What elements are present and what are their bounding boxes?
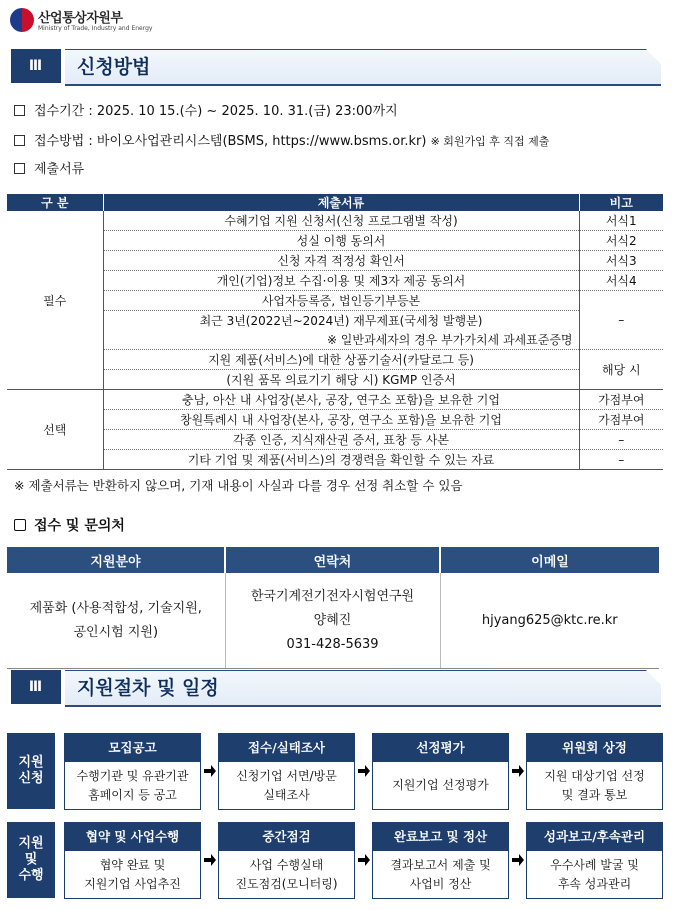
table-row bbox=[7, 410, 663, 430]
header-category: 구 분 bbox=[7, 194, 103, 211]
flow-step-body bbox=[373, 851, 508, 898]
header-docs: 제출서류 bbox=[103, 194, 579, 211]
flow-label-line: 신청 bbox=[18, 771, 44, 786]
doc-cell: 신청 자격 적정성 확인서 bbox=[103, 251, 579, 271]
flow-step bbox=[218, 733, 355, 810]
arrow-right-icon bbox=[511, 764, 525, 778]
flow-step-body bbox=[65, 851, 200, 898]
taegeuk-icon bbox=[10, 8, 34, 32]
doc-cell: 각종 인증, 지식재산권 증서, 표창 등 사본 bbox=[103, 430, 579, 450]
section-title: 지원절차 및 일정 bbox=[77, 677, 219, 699]
checkbox-square-icon bbox=[14, 163, 25, 174]
flow-step-line: 후속 성과관리 bbox=[557, 876, 632, 891]
contact-person: 양혜진 bbox=[313, 612, 352, 628]
flow-step-title: 완료보고 및 정산 bbox=[373, 823, 508, 851]
flow-step-line: 우수사례 발굴 및 bbox=[550, 857, 639, 872]
flow-step bbox=[372, 822, 509, 899]
method-label: 접수방법 bbox=[34, 134, 85, 149]
table-row bbox=[7, 430, 663, 450]
arrow-right-icon bbox=[511, 853, 525, 867]
table-row bbox=[7, 311, 663, 331]
flow-step-line: 진도점검(모니터링) bbox=[235, 876, 338, 891]
flow-step-title: 모집공고 bbox=[65, 734, 200, 762]
remark-cell: 서식4 bbox=[579, 271, 663, 291]
checkbox-square-icon bbox=[14, 105, 25, 116]
header-field: 지원분야 bbox=[7, 547, 225, 573]
flow-step-line: 신청기업 서면/방문 bbox=[236, 768, 337, 783]
flow-step-line: 홈페이지 등 공고 bbox=[88, 787, 177, 802]
support-field bbox=[7, 573, 225, 669]
arrow-right-icon bbox=[203, 853, 217, 867]
table-row bbox=[7, 271, 663, 291]
section-heading-procedure bbox=[7, 667, 661, 709]
doc-cell: 사업자등록증, 법인등기부등본 bbox=[103, 291, 579, 311]
checkbox-square-icon bbox=[14, 135, 25, 146]
flow-label-line: 수행 bbox=[18, 868, 44, 883]
flow-step-title: 협약 및 사업수행 bbox=[65, 823, 200, 851]
table-row bbox=[7, 330, 663, 350]
table-row bbox=[7, 370, 663, 390]
flow-row2-label bbox=[7, 822, 55, 898]
remark-cell: – bbox=[579, 291, 663, 350]
remark-cell: – bbox=[579, 430, 663, 450]
support-field-line: 공인시험 지원) bbox=[73, 624, 159, 640]
table-row bbox=[7, 390, 663, 410]
doc-cell: 창원특례시 내 사업장(본사, 공장, 연구소 포함)을 보유한 기업 bbox=[103, 410, 579, 430]
remark-cell: 가점부여 bbox=[579, 390, 663, 410]
flow-label-line: 지원 bbox=[18, 755, 44, 770]
doc-cell: 지원 제품(서비스)에 대한 상품기술서(카달로그 등) bbox=[103, 350, 579, 370]
flow-step bbox=[526, 733, 663, 810]
flow-step-line: 지원기업 선정평가 bbox=[392, 778, 489, 792]
doc-cell: (지원 품목 의료기기 해당 시) KGMP 인증서 bbox=[103, 370, 579, 390]
flow-step bbox=[218, 822, 355, 899]
table-row bbox=[7, 573, 659, 669]
flow-step-title: 성과보고/후속관리 bbox=[527, 823, 662, 851]
flow-step-line: 협약 완료 및 bbox=[99, 857, 166, 872]
remark-cell: 서식3 bbox=[579, 251, 663, 271]
contact-heading-text: 접수 및 문의처 bbox=[34, 518, 125, 534]
flow-step-body bbox=[527, 851, 662, 898]
flow-step-line: 실태조사 bbox=[263, 787, 310, 802]
section-title-bar bbox=[65, 670, 661, 707]
checkbox-square-icon bbox=[14, 519, 26, 531]
contact-org: 한국기계전기전자시험연구원 bbox=[250, 588, 415, 604]
flow-step-title: 선정평가 bbox=[373, 734, 508, 762]
flow-step bbox=[372, 733, 509, 810]
remark-cell: 가점부여 bbox=[579, 410, 663, 430]
docs-label: 제출서류 bbox=[34, 162, 85, 177]
doc-cell: 기타 기업 및 제품(서비스)의 경쟁력을 확인할 수 있는 자료 bbox=[103, 450, 579, 470]
flow-step-body bbox=[373, 762, 508, 809]
contact-heading bbox=[14, 515, 125, 535]
period-value: 2025. 10 15.(수) ~ 2025. 10. 31.(금) 23:00까지 bbox=[96, 104, 398, 119]
method-note: ※ 회원가입 후 직접 제출 bbox=[430, 135, 550, 148]
flow-step-line: 수행기관 및 유관기관 bbox=[76, 768, 189, 783]
contact-table bbox=[7, 547, 659, 669]
flow-label-line: 지원 bbox=[18, 836, 44, 851]
flow-step bbox=[64, 822, 201, 899]
period-label: 접수기간 bbox=[34, 104, 85, 119]
flow-step-body bbox=[219, 851, 354, 898]
folded-corner bbox=[646, 49, 662, 65]
section-numeral: Ⅲ bbox=[11, 670, 61, 704]
flow-step-line: 및 결과 통보 bbox=[561, 787, 628, 802]
table-row bbox=[7, 251, 663, 271]
table-row bbox=[7, 450, 663, 470]
support-field-line: 제품화 (사용적합성, 기술지원, bbox=[29, 600, 202, 616]
flow-step-line: 사업비 정산 bbox=[409, 876, 472, 891]
flow-step-line: 지원기업 사업추진 bbox=[84, 876, 181, 891]
doc-cell: 충남, 아산 내 사업장(본사, 공장, 연구소 포함)을 보유한 기업 bbox=[103, 390, 579, 410]
flow-step-title: 위원회 상정 bbox=[527, 734, 662, 762]
doc-cell: 개인(기업)정보 수집·이용 및 제3자 제공 동의서 bbox=[103, 271, 579, 291]
section-title-bar bbox=[65, 49, 661, 86]
flow-label-line: 및 bbox=[24, 852, 38, 867]
header-contact: 연락처 bbox=[225, 547, 440, 573]
remark-cell: 해당 시 bbox=[579, 350, 663, 390]
flow-row1-label bbox=[7, 733, 55, 809]
doc-cell: ※ 일반과세자의 경우 부가가치세 과세표준증명 bbox=[103, 330, 579, 350]
remark-cell: – bbox=[579, 450, 663, 470]
arrow-right-icon bbox=[203, 764, 217, 778]
apply-method: 접수방법 : 바이오사업관리시스템(BSMS, https://www.bsms.or.kr) ※ 회원가입 후 직접 제출 bbox=[14, 133, 549, 151]
contact-table-header bbox=[7, 547, 659, 573]
table-row bbox=[7, 350, 663, 370]
remark-cell: 서식1 bbox=[579, 211, 663, 231]
contact-email[interactable]: hjyang625@ktc.re.kr bbox=[440, 573, 659, 669]
flow-step-title: 중간점검 bbox=[219, 823, 354, 851]
flow-step bbox=[64, 733, 201, 810]
flow-step-line: 사업 수행실태 bbox=[249, 857, 324, 872]
docs-note: ※ 제출서류는 반환하지 않으며, 기재 내용이 사실과 다를 경우 선정 취소할 수 있음 bbox=[14, 478, 463, 493]
flow-step-body bbox=[219, 762, 354, 809]
doc-cell: 최근 3년(2022년~2024년) 재무제표(국세청 발행분) bbox=[199, 314, 483, 328]
docs-table bbox=[7, 194, 663, 470]
category-optional: 선택 bbox=[7, 390, 103, 470]
header-email: 이메일 bbox=[440, 547, 659, 573]
apply-docs bbox=[14, 161, 84, 179]
apply-period: 접수기간 : 2025. 10 15.(수) ~ 2025. 10. 31.(금) 23:00까지 bbox=[14, 103, 398, 121]
method-value[interactable]: 바이오사업관리시스템(BSMS, https://www.bsms.or.kr) bbox=[96, 134, 427, 149]
flow-step-line: 결과보고서 제출 및 bbox=[390, 857, 491, 872]
contact-info bbox=[225, 573, 440, 669]
header-remark: 비고 bbox=[579, 194, 663, 211]
arrow-right-icon bbox=[357, 764, 371, 778]
docs-table-header bbox=[7, 194, 663, 211]
remark-cell: 서식2 bbox=[579, 231, 663, 251]
section-title: 신청방법 bbox=[77, 56, 151, 78]
flow-step-body bbox=[65, 762, 200, 809]
flow-step-line: 지원 대상기업 선정 bbox=[544, 768, 645, 783]
arrow-right-icon bbox=[357, 853, 371, 867]
table-row bbox=[7, 231, 663, 251]
flow-step-body bbox=[527, 762, 662, 809]
flow-step bbox=[526, 822, 663, 899]
category-required: 필수 bbox=[7, 211, 103, 390]
doc-cell: 성실 이행 동의서 bbox=[103, 231, 579, 251]
table-row bbox=[7, 291, 663, 311]
folded-corner bbox=[646, 670, 662, 686]
flow-step-title: 접수/실태조사 bbox=[219, 734, 354, 762]
doc-cell: 수혜기업 지원 신청서(신청 프로그램별 작성) bbox=[103, 211, 579, 231]
ministry-name: 산업통상자원부 bbox=[38, 11, 123, 26]
contact-phone[interactable]: 031-428-5639 bbox=[286, 636, 379, 652]
section-numeral: Ⅲ bbox=[11, 49, 61, 83]
ministry-name-en: Ministry of Trade, Industry and Energy bbox=[38, 25, 153, 32]
table-row bbox=[7, 211, 663, 231]
section-heading-apply bbox=[7, 46, 661, 88]
